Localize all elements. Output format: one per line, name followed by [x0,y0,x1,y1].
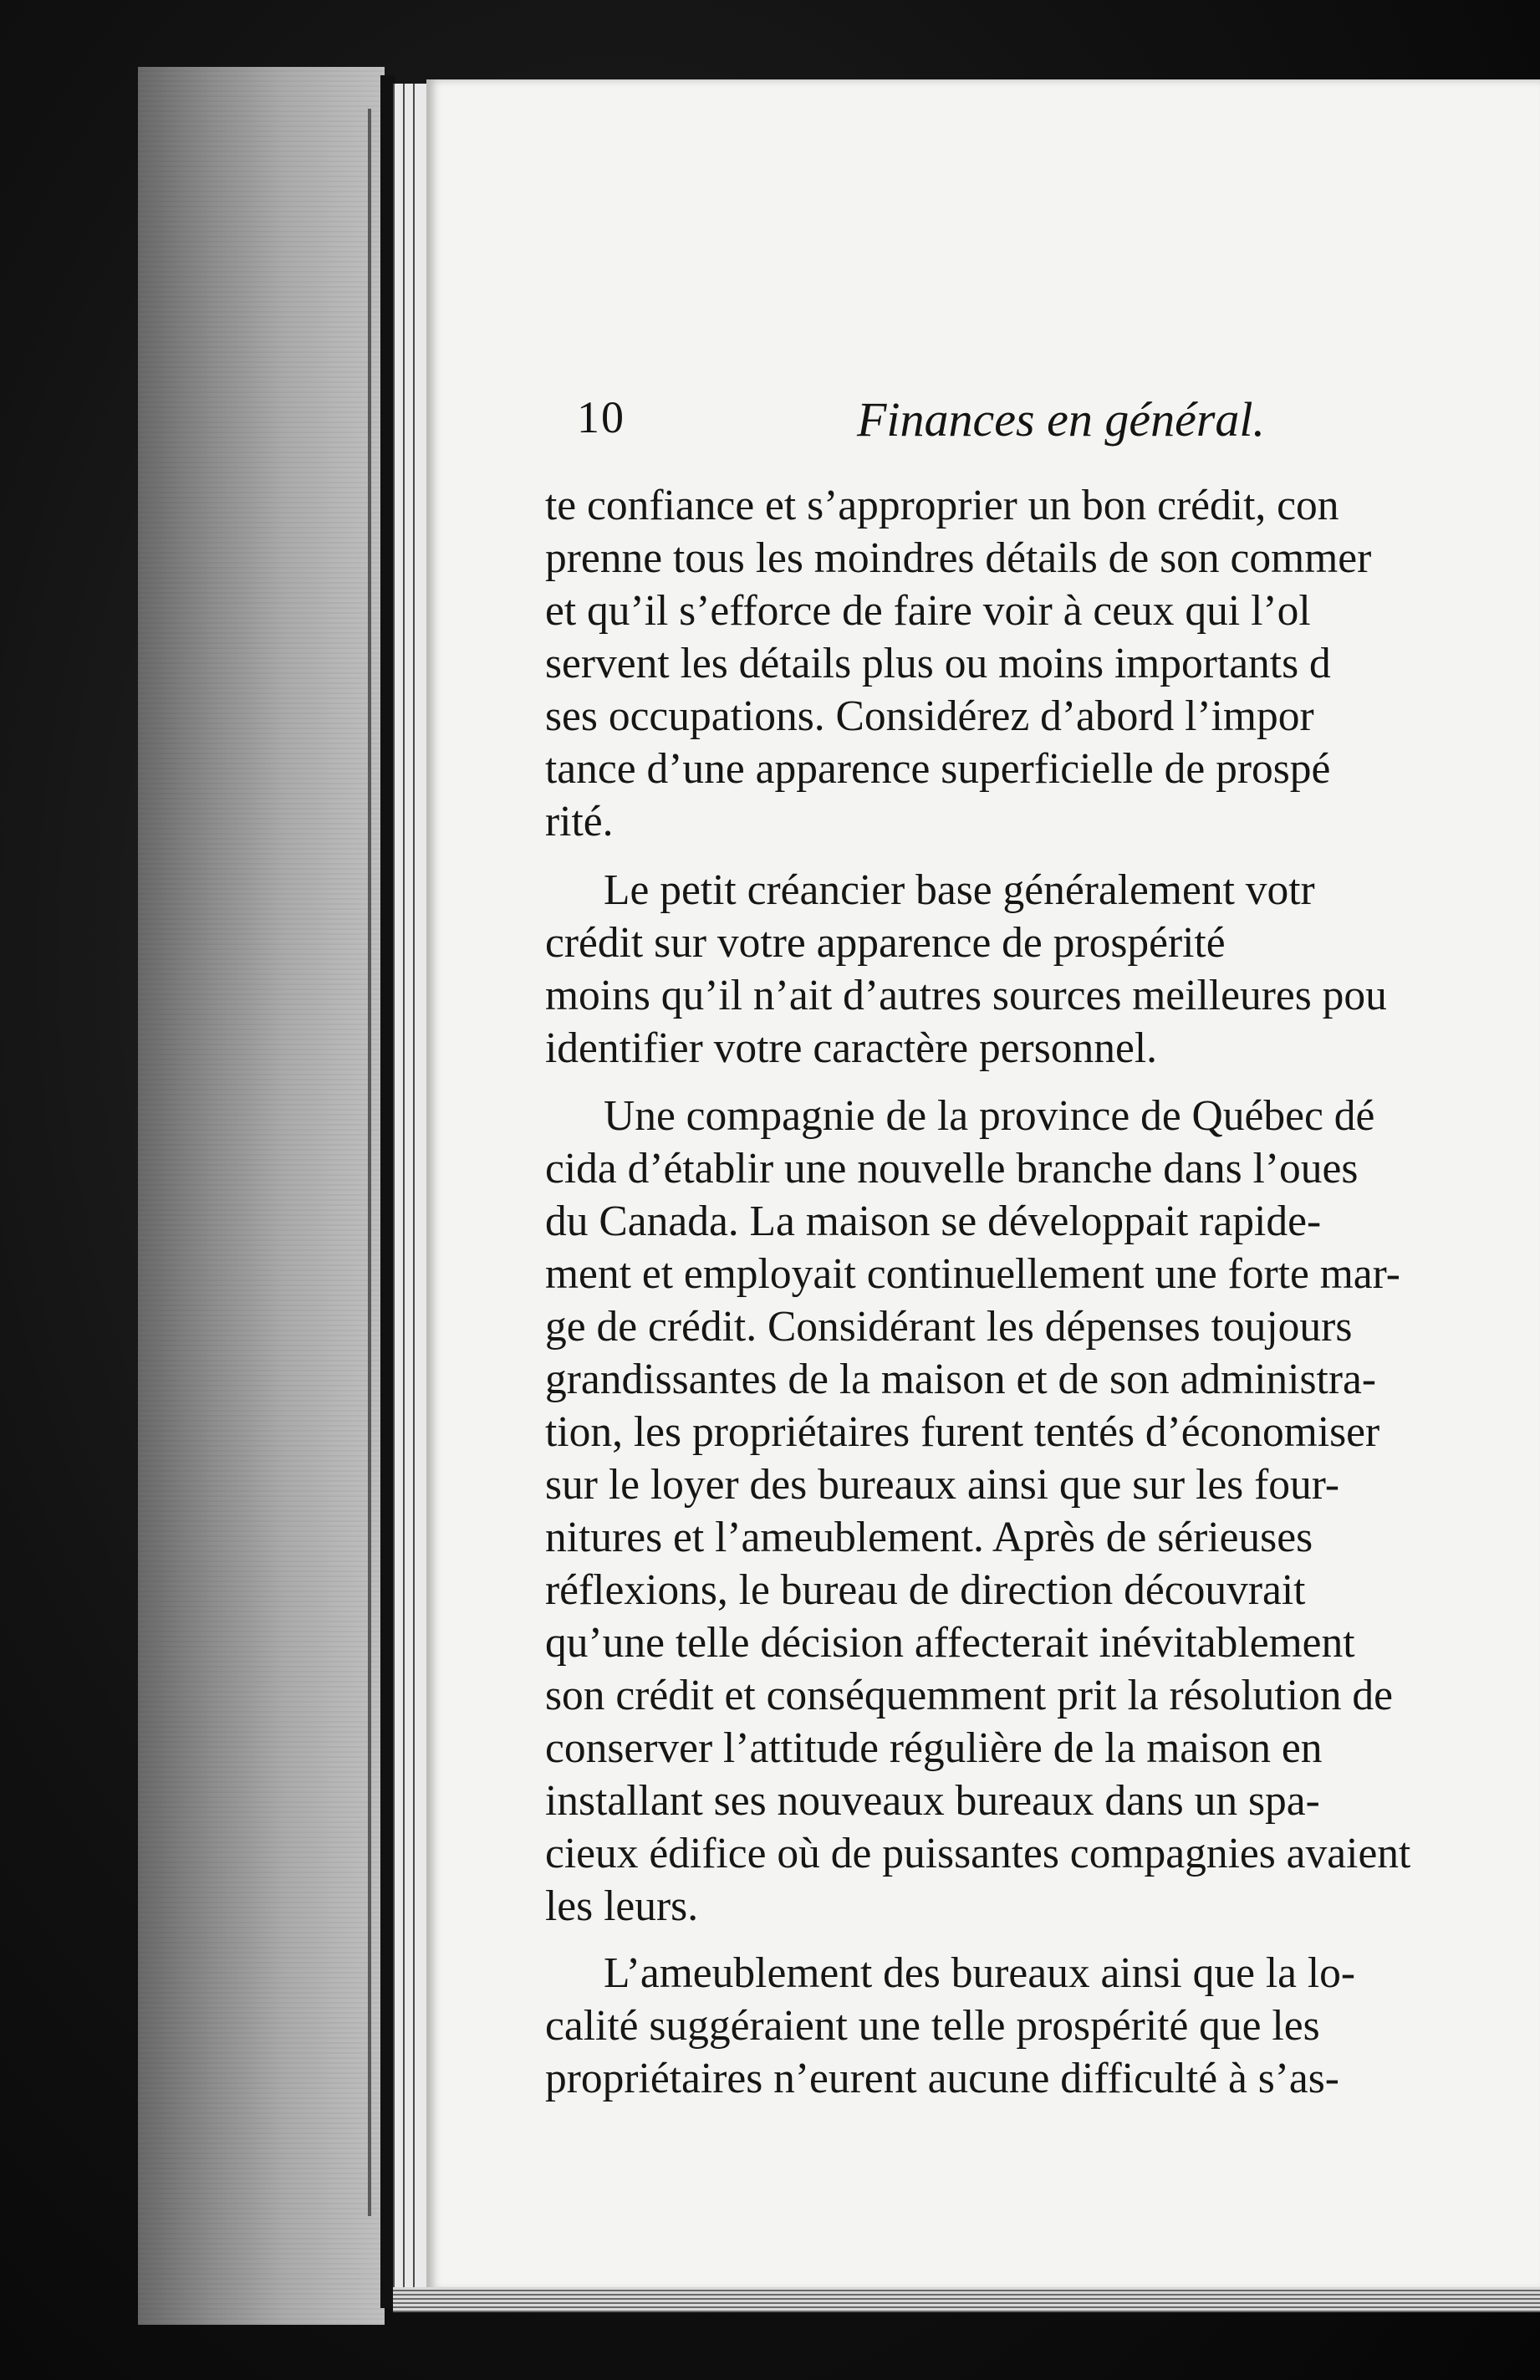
text-line: calité suggéraient une telle prospérité que les [545,2002,1320,2050]
text-line: ses occupations. Considérez d’abord l’impor [545,692,1314,740]
text-line: du Canada. La maison se développait rapide- [545,1198,1322,1245]
text-line: réflexions, le bureau de direction découvrait [545,1566,1306,1614]
text-line: qu’une telle décision affecterait inévitablement [545,1619,1355,1667]
text-line: tion, les propriétaires furent tentés d’économiser [545,1408,1380,1456]
text-line: ge de crédit. Considérant les dépenses toujours [545,1303,1353,1351]
text-line: tance d’une apparence superficielle de prospé [545,745,1331,793]
text-line: moins qu’il n’ait d’autres sources meilleures pou [545,972,1387,1019]
text-line: grandissantes de la maison et de son administra- [545,1356,1376,1403]
text-line: servent les détails plus ou moins importants d [545,640,1331,687]
text-line: crédit sur votre apparence de prospérité [545,919,1226,967]
page-number: 10 [577,392,625,442]
text-line: rité. [545,798,614,845]
text-line: son crédit et conséquemment prit la résolution de [545,1672,1393,1719]
text-line: te confiance et s’approprier un bon crédit, con [545,482,1339,529]
text-line: conserver l’attitude régulière de la maison en [545,1724,1323,1772]
text-line: installant ses nouveaux bureaux dans un spa- [545,1777,1320,1825]
running-title: Finances en général. [857,392,1266,447]
facing-page-edge [368,109,371,2216]
text-line: les leurs. [545,1882,699,1930]
text-line: cida d’établir une nouvelle branche dans l’oues [545,1145,1359,1193]
text-line: identifier votre caractère personnel. [545,1024,1158,1072]
text-line: ment et employait continuellement une forte mar- [545,1250,1400,1298]
text-line: nitures et l’ameublement. Après de sérieuses [545,1514,1313,1561]
text-line: cieux édifice où de puissantes compagnies avaient [545,1830,1411,1877]
body-text [545,481,1540,2153]
page-bottom-edges [393,2287,1540,2312]
facing-page-strip [138,67,385,2325]
text-line: L’ameublement des bureaux ainsi que la lo- [604,1949,1356,1997]
page-header [577,391,1540,458]
text-line: et qu’il s’efforce de faire voir à ceux qui l’ol [545,587,1311,635]
text-line: propriétaires n’eurent aucune difficulté à s’as- [545,2055,1339,2102]
text-line: prenne tous les moindres détails de son commer [545,534,1372,582]
text-line: Le petit créancier base généralement votr [604,866,1315,914]
text-line: Une compagnie de la province de Québec dé [604,1092,1375,1140]
text-line: sur le loyer des bureaux ainsi que sur les four- [545,1461,1340,1509]
